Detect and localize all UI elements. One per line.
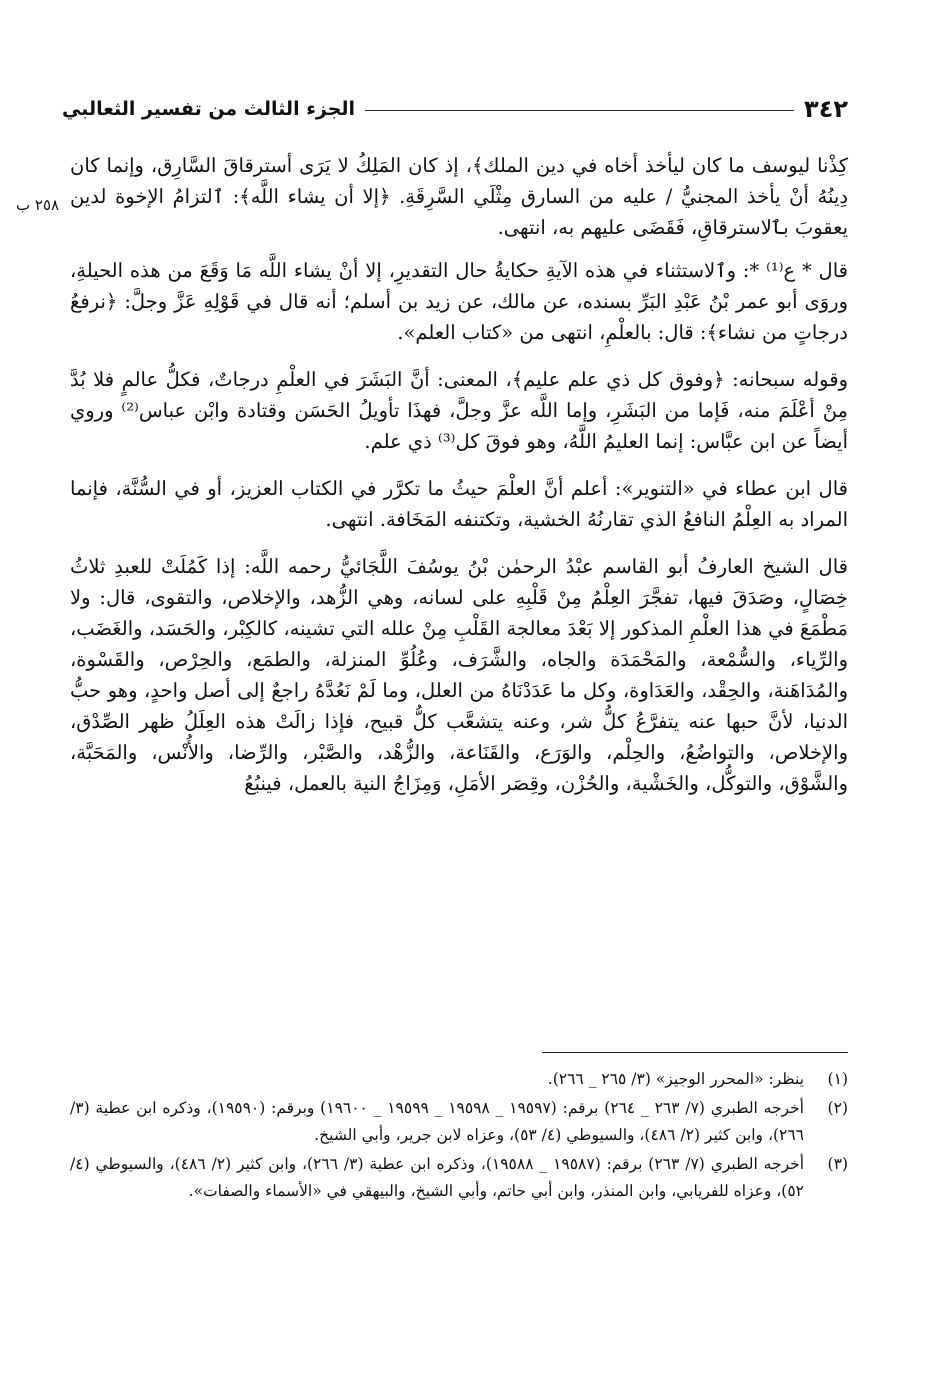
paragraph: كِذْنا ليوسف ما كان ليأخذ أخاه في دين الملك﴾، إذ كان المَلِكُ لا يَرَى أسترقاقَ السَّارِق، وإنما كان دِينُهُ أنْ يأخذ المجنيُّ / عليه من السارق مِثْلَي السَّرِقَةِ. ﴿إلا أن يشاء اللَّه﴾: ٱلتزامُ الإخوة لدين يعقوبَ بٱلاسترقاقِ، فَقَضَى عليهم به، انتهى. — [70, 154, 848, 239]
footnote — [70, 1151, 848, 1205]
footnote-divider — [542, 1052, 848, 1053]
footnote-text: أخرجه الطبري (٧/ ٢٦٣ _ ٢٦٤) برقم: (١٩٥٩٧ _ ١٩٥٩٨ _ ١٩٥٩٩ _ ١٩٦٠٠) وبرقم: (١٩٥٩٠)، وذكره ابن عطية (٣/ ٢٦٦)، وابن كثير (٢/ ٤٨٦)، والسيوطي (٤/ ٥٣)، وعزاه لابن جرير، وأبي الشيخ. — [70, 1099, 804, 1144]
footnote — [70, 1066, 848, 1093]
paragraph: قال ابن عطاء في «التنوير»: أعلم أنَّ العلْمَ حيثُ ما تكرَّر في الكتاب العزيز، أو في السُّنَّة، فإنما المراد به العِلْمُ النافعُ الذي تقارنُهُ الخشية، وتكتنفه المَخَافة. انتهى. — [70, 477, 848, 531]
running-title: الجزء الثالث من تفسير الثعالبي — [62, 98, 356, 120]
footnote-number: (١) — [827, 1070, 848, 1088]
footnote-text: أخرجه الطبري (٧/ ٢٦٣) برقم: (١٩٥٨٧ _ ١٩٥٨٨)، وذكره ابن عطية (٣/ ٢٦٦)، وابن كثير (٢/ ٤٨٦)، والسيوطي (٤/ ٥٢)، وعزاه للفريابي، وابن المنذر، وابن أبي حاتم، وأبي الشيخ، والبيهقي في «الأسماء والصفات». — [70, 1155, 805, 1200]
margin-folio-note: ٢٥٨ ب — [16, 196, 60, 214]
paragraph: وقوله سبحانه: ﴿وفوق كل ذي علم عليم﴾، المعنى: أنَّ البَشَرَ في العلْمِ درجاتٌ، فكلُّ عالمٍ فلا بُدَّ مِنْ أعْلَمَ منه، فَإما من البَشَرِ، وإما اللَّه عزَّ وجلَّ، فهذَا تأويلُ الحَسَن وقتادة وابْن عباس⁽²⁾ وروي أيضاً عن ابن عبَّاس: إنما العليمُ اللَّهُ، وهو فوقَ كل⁽³⁾ ذي علم. — [70, 368, 848, 453]
header-rule — [365, 110, 794, 111]
footnote-number: (٣) — [827, 1155, 848, 1173]
footnote-text: ينظر: «المحرر الوجيز» (٣/ ٢٦٥ _ ٢٦٦). — [547, 1070, 804, 1088]
footnote — [70, 1095, 848, 1149]
main-text — [70, 150, 848, 815]
page-number: ٣٤٢ — [804, 95, 848, 123]
footnotes — [70, 1066, 848, 1207]
footnote-number: (٢) — [827, 1099, 848, 1117]
page-header — [62, 92, 848, 126]
paragraph: قال * ع⁽¹⁾ *: وٱلاستثناء في هذه الآيةِ حكايةُ حال التقديرِ، إلا أنْ يشاء اللَّه مَا وَقَعَ من هذه الحيلةِ، وروَى أبو عمر بْنُ عَبْدِ البَرِّ بسنده، عن مالك، عن زيد بن أسلم؛ أنه قال في قَوْلِهِ عَزَّ وجلَّ: ﴿نرفعُ درجاتٍ من نشاء﴾: قال: بالعلْمِ، انتهى من «كتاب العلم». — [70, 259, 848, 344]
paragraph: قال الشيخ العارفُ أبو القاسم عبْدُ الرحمٰن بْنُ يوسُفَ اللَّجَائيُّ رحمه اللَّه: إذا كَمُلَتْ للعبدِ ثلاثُ خِصَالٍ، وصَدَقَ فيها، تفجَّرَ العِلْمُ مِنْ قَلْبِهِ على لسانه، وهي الزُّهد، والإخلاص، والتقوى، قال: ولا مَطْمَعَ في هذا العلْمِ المذكور إلا بَعْدَ معالجة القَلْبِ مِنْ علله التي تشينه، كالكِبْر، والحَسَد، والغَضَب، والرِّياء، والسُّمْعة، والمَحْمَدَة والجاه، والشَّرَف، وعُلُوِّ المنزلة، والطمَع، والحِرْص، والقَسْوة، والمُدَاهَنة، والحِقْد، والعَدَاوة، وكل ما عَدَدْنَاهُ من العلل، وما لَمْ نَعُدَّهُ راجعٌ إلى أصل واحدٍ، وهو حبُّ الدنيا، لأنَّ حبها عنه يتفرَّعُ كلُّ شر، وعنه يتشعَّب كلُّ قبيح، فإذا زالَتْ هذه العِلَلُ ظهر الصِّدْق، والإخلاص، والتواضُعُ، والحِلْم، والوَرَع، والقَنَاعة، والزُّهْد، والصَّبْر، والرِّضا، والأُنْس، والمَحَبَّة، والشَّوْق، والتوكُّل، والخَشْية، والحُزْن، وقِصَر الأمَلِ، وَمِزَاجُ النية بالعمل، فينبُعُ — [70, 555, 848, 795]
